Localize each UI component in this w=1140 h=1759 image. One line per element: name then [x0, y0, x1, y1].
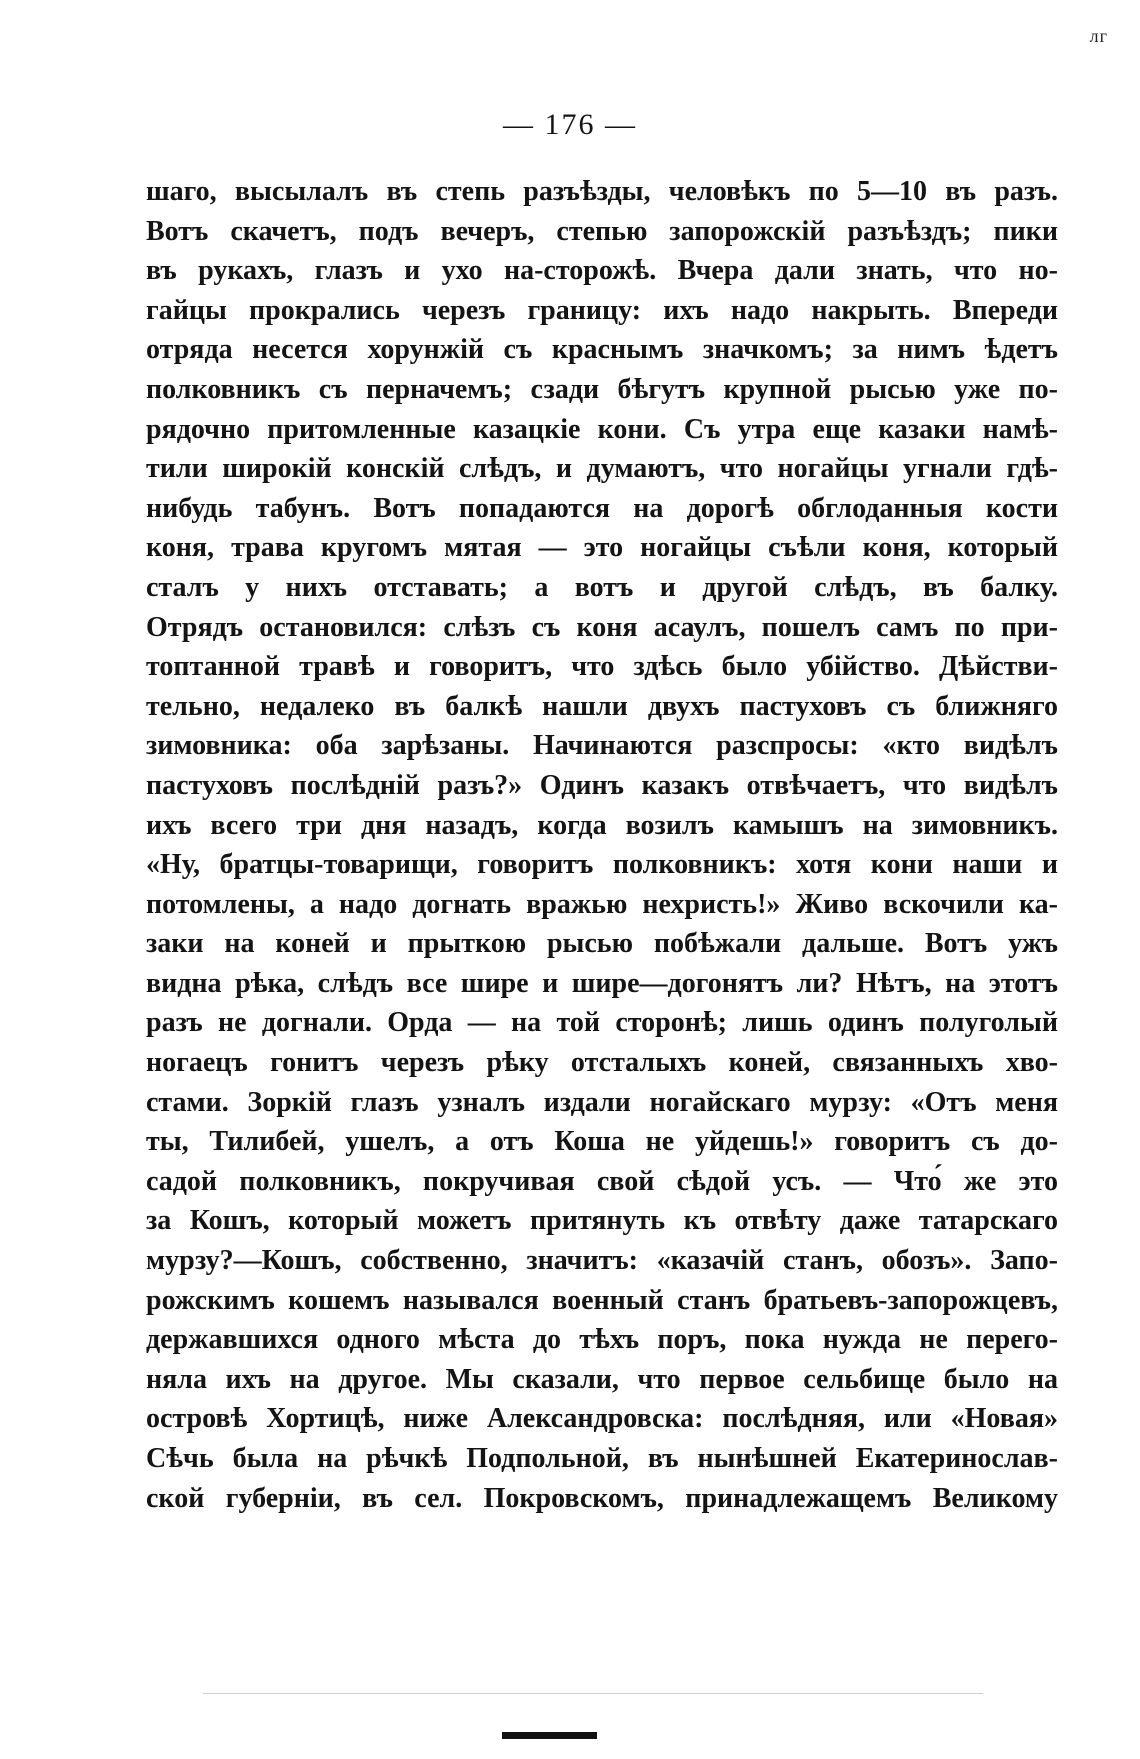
text-line: мурзу?—Кошъ, собственно, значитъ: «казачій станъ, обозъ». Запо- — [146, 1245, 1058, 1277]
text-line: шаго, высылалъ въ степь разъѣзды, человѣкъ по 5—10 въ разъ. — [146, 176, 1058, 207]
text-line: ногаецъ гонитъ черезъ рѣку отсталыхъ коней, связанныхъ хво- — [146, 1047, 1058, 1079]
text-line: нибудь табунъ. Вотъ попадаются на дорогѣ обглоданныя кости — [146, 492, 1058, 524]
text-line: «Ну, братцы-товарищи, говоритъ полковникъ: хотя кони наши и — [146, 849, 1058, 881]
corner-mark: лг — [1089, 26, 1108, 46]
text-line: полковникъ съ перначемъ; сзади бѣгутъ крупной рысью уже по- — [146, 373, 1058, 405]
text-line: стами. Зоркій глазъ узналъ издали ногайскаго мурзу: «Отъ меня — [146, 1086, 1058, 1118]
text-line: островѣ Хортицѣ, ниже Александровска: послѣдняя, или «Новая» — [146, 1403, 1058, 1435]
text-line: ты, Тилибей, ушелъ, а отъ Коша не уйдешь!» говоритъ съ до- — [146, 1126, 1058, 1158]
footer-ink-mark — [502, 1732, 597, 1739]
footer-rule — [203, 1693, 983, 1694]
text-line: Вотъ скачетъ, подъ вечеръ, степью запорожскій разъѣздъ; пики — [146, 215, 1058, 247]
text-line: державшихся одного мѣста до тѣхъ поръ, пока нужда не перего- — [146, 1324, 1058, 1356]
page-number: — 176 — — [503, 108, 637, 141]
text-line: гайцы прокрались черезъ границу: ихъ надо накрыть. Впереди — [146, 294, 1058, 326]
text-line: за Кошъ, который можетъ притянуть къ отвѣту даже татарскаго — [146, 1205, 1058, 1237]
text-line: видна рѣка, слѣдъ все шире и шире—догонятъ ли? Нѣтъ, на этотъ — [146, 967, 1058, 999]
text-line: рядочно притомленные казацкіе кони. Съ утра еще казаки намѣ- — [146, 413, 1058, 445]
text-line: разъ не догнали. Орда — на той сторонѣ; лишь одинъ полуголый — [146, 1007, 1058, 1039]
text-line: Сѣчь была на рѣчкѣ Подпольной, въ нынѣшней Екатеринослав- — [146, 1443, 1058, 1474]
text-line: рожскимъ кошемъ назывался военный станъ братьевъ-запорожцевъ, — [146, 1284, 1058, 1316]
text-line: пастуховъ послѣдній разъ?» Одинъ казакъ отвѣчаетъ, что видѣлъ — [146, 769, 1058, 801]
text-line: заки на коней и прыткою рысью побѣжали дальше. Вотъ ужъ — [146, 928, 1058, 960]
text-line: тельно, недалеко въ балкѣ нашли двухъ пастуховъ съ ближняго — [146, 690, 1058, 722]
text-line: сталъ у нихъ отставать; а вотъ и другой слѣдъ, въ балку. — [146, 571, 1058, 603]
text-line: няла ихъ на другое. Мы сказали, что первое сельбище было на — [146, 1363, 1058, 1395]
text-line: топтанной травѣ и говоритъ, что здѣсь было убійство. Дѣйстви- — [146, 651, 1058, 683]
text-line: садой полковникъ, покручивая свой сѣдой усъ. — Что́ же это — [146, 1165, 1058, 1197]
text-line: отряда несется хорунжій съ краснымъ значкомъ; за нимъ ѣдетъ — [146, 334, 1058, 366]
text-line: тили широкій конскій слѣдъ, и думаютъ, что ногайцы угнали гдѣ- — [146, 453, 1058, 485]
body-text — [146, 172, 1058, 1518]
text-line: Отрядъ остановился: слѣзъ съ коня асаулъ, пошелъ самъ по при- — [146, 611, 1058, 643]
text-line: въ рукахъ, глазъ и ухо на-сторожѣ. Вчера дали знать, что но- — [146, 255, 1058, 287]
text-line: ской губерніи, въ сел. Покровскомъ, принадлежащемъ Великому — [146, 1482, 1058, 1514]
text-line: зимовника: оба зарѣзаны. Начинаются разспросы: «кто видѣлъ — [146, 730, 1058, 762]
text-line: ихъ всего три дня назадъ, когда возилъ камышъ на зимовникъ. — [146, 809, 1058, 841]
text-line: потомлены, а надо догнать вражью нехристь!» Живо вскочили ка- — [146, 888, 1058, 920]
text-line: коня, трава кругомъ мятая — это ногайцы съѣли коня, который — [146, 532, 1058, 564]
